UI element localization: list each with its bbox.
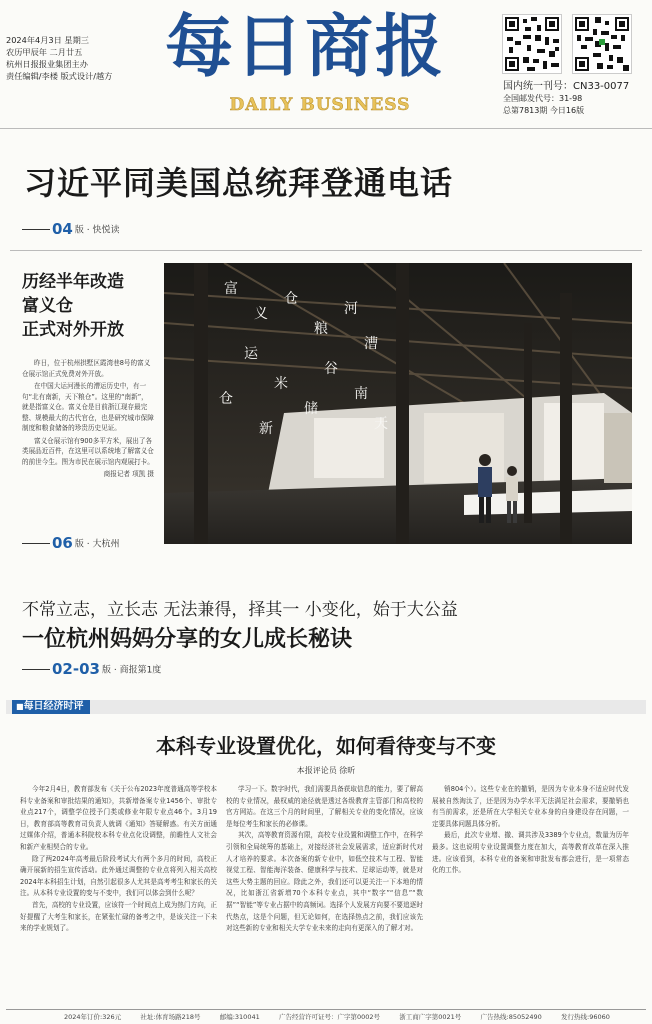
- story3-subtitle: 不常立志，立长志 无法兼得，择其一 小变化，始于大公益: [22, 600, 458, 620]
- editorial-paragraph: 除了两2024年高考最后阶段考试大有两个多月的时间，高校正确开展新的招生宣传活动。此外通过调整的专业点将列入相关高校2024年本科招生计划，自然引起很多人尤其是高考考生和家长的关注。从本科专业设置的变与不变中，我们可以体会到什么呢？: [20, 854, 217, 898]
- qr-icon: [573, 15, 631, 73]
- story3-headline[interactable]: 一位杭州妈妈分享的女儿成长秘诀: [22, 627, 353, 652]
- editorial-paragraph: 今年2月4日，教育部发布《关于公布2023年度普通高等学校本科专业备案和审批结果的通知》，共新增备案专业1456个、审批专业点217个，调整学位授予门类或修业年限专业点46个。3月19日，教育部高等教育司负责人就调《通知》答疑解惑。有关方面通过媒体介绍，普通本科院校本科专业点化设调整，前瞻性人文社会和新产业相契合的专业。: [20, 785, 217, 851]
- svg-text:新: 新: [259, 421, 273, 437]
- footer-item: 2024年订价:326元: [64, 1013, 122, 1021]
- footer-bar: [6, 1009, 646, 1021]
- footer-item: 广告经营许可证号：广字第0002号: [278, 1013, 381, 1021]
- logo-english: [220, 92, 420, 114]
- cn-number: 国内统一刊号：CN33-0077: [503, 81, 630, 92]
- issue-meta: [503, 81, 652, 117]
- lead-headline[interactable]: 习近平同美国总统拜登通电话: [24, 164, 454, 202]
- qr-icon: [503, 15, 561, 73]
- svg-text:仓: 仓: [284, 291, 298, 307]
- issue-date: 2024年4月3日 星期三: [6, 35, 89, 45]
- newspaper-logo[interactable]: [160, 2, 450, 82]
- editorial-headline[interactable]: 本科专业设置优化，如何看待变与不变: [156, 734, 496, 758]
- svg-text:运: 运: [244, 346, 258, 362]
- story2-paragraph: 在中国大运河漫长的漕运历史中，有一句“北有南新，天下粮仓”。这里的“南新”，就是指富义仓。富义仓是目前浙江现存最完整、规模最大的古代官仓，也是研究城市保障制度和粮食储备的珍贵历史见证。: [22, 382, 154, 432]
- masthead-divider: [0, 128, 652, 129]
- story2-paragraph: 富义仓展示馆有900多平方米，展出了各类展品近百件，在这里可以系统地了解富义仓的前世今生。图为市民在展示馆内观展打卡。: [22, 436, 154, 466]
- footer-item: 发行热线:96060: [561, 1013, 610, 1021]
- svg-text:漕: 漕: [364, 336, 378, 352]
- editorial-paragraph: 学习一下。数字时代，我们需要具备获取信息的能力，要了解高校的专业情况，最权威的途径就是透过各级教育主管部门和高校的官方网站。在这三个月的时间里，了解相关专业的变化情况，应该是每位考生和家长的必修课。: [226, 785, 423, 828]
- footer-item: 浙工商广字第0021号: [399, 1013, 462, 1021]
- granary-photo[interactable]: [164, 263, 632, 544]
- page-section: 版 · 快悦读: [74, 225, 120, 236]
- lunar-date: 农历甲辰年 二月廿五: [6, 47, 83, 57]
- page-number: 02-03: [52, 660, 100, 678]
- svg-text:谷: 谷: [324, 361, 338, 377]
- story2-headline[interactable]: 历经半年改造 富义仓 正式对外开放: [22, 272, 124, 340]
- editorial-bar: [6, 700, 646, 714]
- editorial-paragraph: 最后，此次专业增、撤、调共涉及3389个专业点，数量为历年最多。这也说明专业设置调整力度在加大，高等教育改革在深入推进。应该看到，本科专业的备案和审批发布都会进行，是一项常态化的工作。: [432, 831, 629, 875]
- editorial-column-2: [226, 784, 423, 935]
- editorial-column-1: [20, 784, 217, 935]
- svg-text:米: 米: [274, 376, 288, 392]
- masthead-info: [6, 34, 156, 82]
- qr-code-wechat[interactable]: [572, 14, 632, 74]
- logo-text: 每日商报: [164, 7, 446, 82]
- postal-code: 全国邮发代号：31-98: [503, 94, 583, 103]
- issue-number: 总第7813期 今日16版: [503, 106, 585, 115]
- page-number: 04: [52, 220, 73, 238]
- story3-page-ref[interactable]: [22, 660, 161, 678]
- editorial-column-3: [432, 784, 629, 877]
- svg-text:DAILY BUSINESS: DAILY BUSINESS: [229, 95, 411, 114]
- story2-page-ref[interactable]: [22, 534, 119, 552]
- story2-byline: 商报记者 项凯 摄: [103, 470, 154, 478]
- footer-item: 广告热线:85052490: [480, 1013, 542, 1021]
- page-number: 06: [52, 534, 73, 552]
- editors: 责任编辑/李楼 版式设计/越方: [6, 71, 113, 81]
- qr-code-app[interactable]: [502, 14, 562, 74]
- lead-page-ref[interactable]: [22, 220, 119, 238]
- editorial-tag: ■每日经济时评: [12, 700, 90, 714]
- section-divider: [10, 250, 642, 251]
- svg-text:储: 储: [304, 401, 318, 417]
- footer-item: 邮编:310041: [219, 1013, 260, 1021]
- editorial-author: 本报评论员 徐昕: [296, 766, 356, 775]
- svg-text:义: 义: [254, 306, 268, 322]
- svg-text:仓: 仓: [219, 391, 233, 407]
- page-section: 版 · 商报第1度: [101, 665, 162, 676]
- story2-body: [22, 358, 154, 482]
- editorial-paragraph: 销804个）。这些专业在的撤销，是因为专业本身不适应时代发展被自然淘汰了，还是因为办学水平无法满足社会需求，要撤销也有当前需求，还是所在大学相关专业本身的自身建设存在问题，一定要具体问题具体分析。: [432, 785, 629, 828]
- story2-paragraph: 昨日，位于杭州拱墅区霞湾巷8号的富义仓展示馆正式免费对外开放。: [22, 359, 151, 378]
- publisher: 杭州日报报业集团主办: [6, 59, 88, 69]
- svg-text:河: 河: [344, 301, 358, 317]
- footer-item: 社址:体育场路218号: [140, 1013, 201, 1021]
- page-section: 版 · 大杭州: [74, 539, 120, 550]
- editorial-paragraph: 首先，高校的专业设置，应该符一个时间点上成为热门方向，正好提醒了大考生和家长，在紧张忙碌的备考之中，是该关注一下未来的学业规划了。: [20, 900, 217, 933]
- svg-text:天: 天: [374, 416, 388, 432]
- svg-text:粮: 粮: [314, 321, 328, 337]
- svg-text:富: 富: [224, 281, 238, 297]
- editorial-paragraph: 其次，高等教育资源有限，高校专业设置和调整工作中，在科学引领和全局统筹的基础上，对接经济社会发展需求，适应新时代对人才培养的要求。本次备案的新专业中，如低空技术与工程、智能视觉工程、智能海洋装备、健康科学与技术、足球运动等，就是对这些大势主题的回应。除此之外，我们还可以更关注一下本地的情况，比如浙江省新增70个本科专业点，其中“数字”“信息”“数据”“智能”等专业占据中的高频词。选择个人发展方向要不要追逐时代热点，这是个问题，但无论如何，在选择热点之前，我们应该先对这些新的专业和相关大学专业未来的走向有更深入的了解才对。: [226, 831, 423, 933]
- svg-text:南: 南: [354, 386, 368, 402]
